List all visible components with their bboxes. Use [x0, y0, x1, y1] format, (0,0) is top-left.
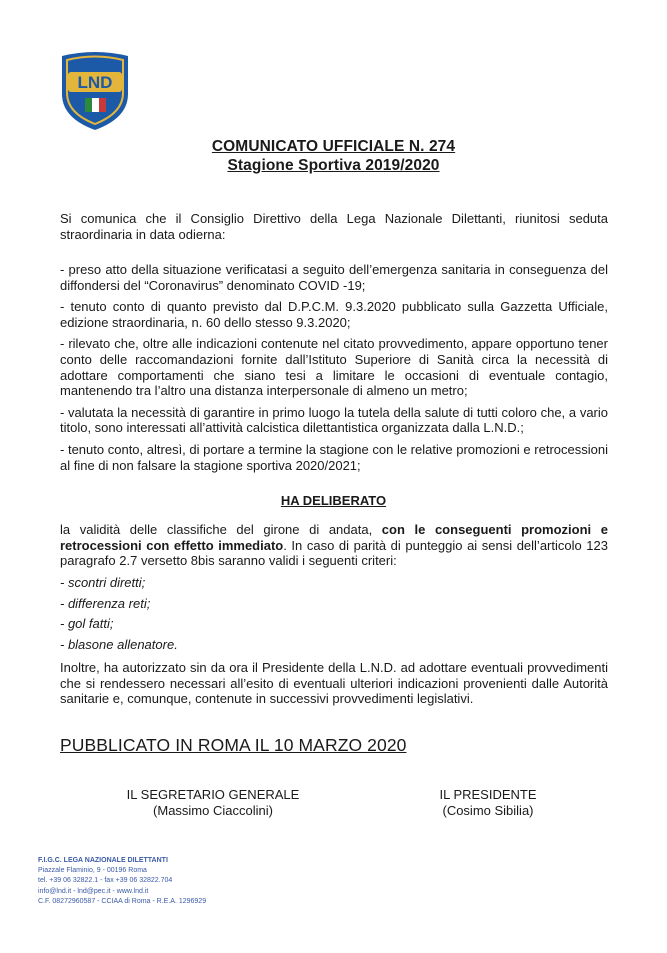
deliberation-text-1: la validità delle classifiche del girone di andata,: [60, 522, 382, 537]
criteria-item: - scontri diretti;: [60, 575, 146, 590]
lnd-logo: [58, 50, 132, 132]
secretary-name: (Massimo Ciaccolini): [153, 803, 273, 818]
deliberation-bold-text: con le conseguenti promozioni e retrocessioni con effetto immediato: [60, 522, 608, 553]
title-line-2: Stagione Sportiva 2019/2020: [227, 157, 440, 174]
criteria-list: [60, 573, 608, 655]
deliberation-text-2: . In caso di parità di punteggio ai sensi dell’articolo 123 paragrafo 2.7 versetto 8bis saranno validi i seguenti criteri:: [60, 537, 608, 569]
lnd-shield-icon: [58, 50, 132, 132]
president-role: IL PRESIDENTE: [439, 787, 537, 802]
criteria-item: - gol fatti;: [60, 616, 114, 631]
logo-text: LND: [77, 73, 113, 92]
criteria-item: - differenza reti;: [60, 595, 151, 611]
deliberation-heading: HA DELIBERATO: [280, 493, 387, 508]
deliberation-paragraph: [60, 522, 608, 569]
publication-line: PUBBLICATO IN ROMA IL 10 MARZO 2020: [60, 735, 407, 755]
footer-phone: tel. +39 06 32822.1 - fax +39 06 32822.704: [38, 877, 173, 885]
president-name: (Cosimo Sibilia): [442, 803, 534, 818]
considerations-list: [60, 262, 608, 473]
secretary-role: IL SEGRETARIO GENERALE: [126, 787, 300, 802]
criteria-item: - blasone allenatore.: [60, 636, 178, 652]
consideration-item: - tenuto conto di quanto previsto dal D.P.C.M. 9.3.2020 pubblicato sulla Gazzetta Ufficiale, edizione straordinaria, n. 60 dello stesso 9.3.2020;: [60, 299, 608, 330]
footer-address: Piazzale Flaminio, 9 - 00196 Roma: [38, 867, 147, 875]
signature-secretary: [108, 787, 318, 819]
consideration-item: - preso atto della situazione verificatasi a seguito dell’emergenza sanitaria in conseguenza del diffondersi del “Coronavirus” denominato COVID -19;: [60, 262, 608, 293]
footer-org: F.I.G.C. LEGA NAZIONALE DILETTANTI: [38, 857, 168, 864]
consideration-item: - valutata la necessità di garantire in primo luogo la tutela della salute di tutti coloro che, a vario titolo, sono interessati all’attività calcistica dilettantistica organizzata dalla L.N.D.;: [60, 404, 608, 436]
consideration-item: - tenuto conto, altresì, di portare a termine la stagione con le relative promozioni e retrocessioni al fine di non falsare la stagione sportiva 2020/2021;: [60, 441, 608, 473]
intro-paragraph: Si comunica che il Consiglio Direttivo della Lega Nazionale Dilettanti, riunitosi seduta straordinaria in data odierna:: [60, 211, 608, 242]
title-line-1: COMUNICATO UFFICIALE N. 274: [211, 138, 456, 155]
closing-block: [60, 660, 608, 707]
letterhead-footer: [38, 856, 206, 907]
footer-registry: C.F. 08272960587 - CCIAA di Roma - R.E.A. 1296929: [38, 897, 207, 905]
signature-president: [418, 787, 558, 819]
consideration-item: - rilevato che, oltre alle indicazioni contenute nel citato provvedimento, appare opportuno tener conto delle raccomandazioni fornite dall’Istituto Superiore di Sanità circa la necessità di adottare comportamenti che siano tesi a limitare le occasioni di eventuale contagio, mantenendo tra l’altro una distanza interpersonale di almeno un metro;: [60, 336, 608, 399]
document-title: [0, 137, 667, 175]
deliberation-block: [60, 522, 608, 569]
intro-block: [60, 211, 608, 242]
footer-email: info@lnd.it - lnd@pec.it - www.lnd.it: [38, 887, 149, 895]
closing-paragraph: Inoltre, ha autorizzato sin da ora il Presidente della L.N.D. ad adottare eventuali provvedimenti che si rendessero necessari all’esito di eventuali ulteriori indicazioni provenienti dalle Autorità sanitarie e, comunque, contenute in successivi provvedimenti legislativi.: [60, 660, 608, 707]
